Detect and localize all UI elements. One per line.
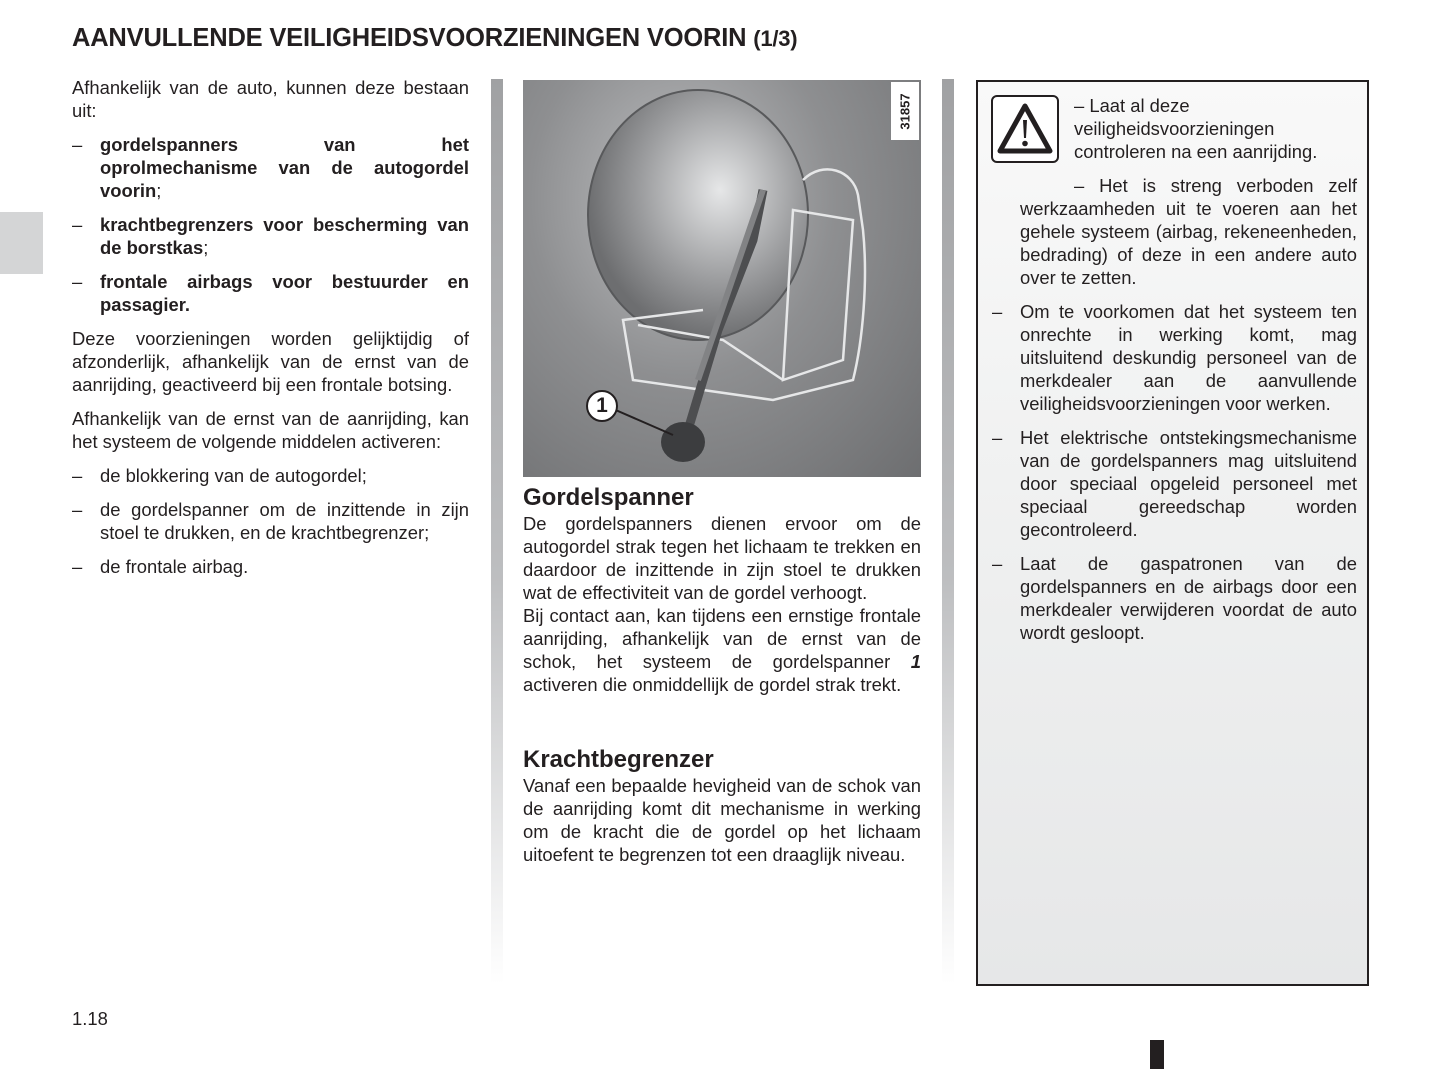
page-marker: [1150, 1040, 1164, 1069]
page-title-part-indicator: (1/3): [753, 26, 798, 51]
list-item: – de frontale airbag.: [72, 556, 249, 577]
pretensioner-shape: [661, 422, 705, 462]
warning-text: [992, 94, 1357, 655]
seat-airbag-drawing: [523, 80, 921, 477]
krachtbegrenzer-paragraph: Vanaf een bepaalde hevigheid van de schok van de aanrijding komt dit mechanisme in werking om de kracht die de gordel op het lichaam uitoefent te begrenzen tot een draaglijk niveau.: [523, 775, 921, 865]
middle-column: [523, 80, 921, 866]
list-item: – de gordelspanner om de inzittende in zijn stoel te drukken, en de krachtbegrenzer;: [72, 499, 469, 543]
list-item: – frontale airbags voor bestuurder en passagier.: [72, 271, 469, 315]
page-number: 1.18: [72, 1008, 108, 1029]
warning-item: – Het elektrische ontstekingsmechanisme van de gordelspanners mag uitsluitend door speciaal opgeleid personeel met speciaal gereedschap worden gecontroleerd.: [992, 427, 1357, 540]
warning-item: – Laat de gaspatronen van de gordelspanners en de airbags door een merkdealer verwijderen voordat de auto wordt gesloopt.: [992, 553, 1357, 643]
warning-box: [976, 80, 1369, 986]
warning-list: [992, 300, 1357, 644]
severity-paragraph: Afhankelijk van de ernst van de aanrijding, kan het systeem de volgende middelen activeren:: [72, 408, 469, 452]
equipment-list: [72, 133, 469, 316]
dash-bullet: –: [72, 214, 83, 235]
figure-reference-number: 31857: [891, 82, 919, 140]
dash-bullet: –: [72, 499, 83, 520]
airbag-shape: [588, 90, 808, 340]
column-separator: [942, 79, 954, 984]
warning-item: – Het is streng verboden zelf werkzaamheden uit te voeren aan het gehele systeem (airbag, rekeneenheden, bedrading) of deze in een andere auto over te zetten.: [1020, 175, 1357, 288]
callout-1: 1: [586, 390, 618, 422]
gordelspanner-paragraph-1: De gordelspanners dienen ervoor om de autogordel strak tegen het lichaam te trekken en daardoor de inzittende in zijn stoel te drukken wat de effectiviteit van de gordel verhoogt.: [523, 513, 921, 603]
dash-bullet: –: [72, 134, 83, 155]
list-item: – krachtbegrenzers voor bescherming van de borstkas;: [72, 214, 469, 258]
gordelspanner-paragraph-2: Bij contact aan, kan tijdens een ernstige frontale aanrijding, afhankelijk van de ernst van de schok, het systeem de gordelspanner 1 activeren die onmiddellijk de gordel strak trekt.: [523, 605, 921, 695]
list-item: – gordelspanners van het oprolmechanisme van de autogordel voorin;: [72, 134, 469, 201]
warning-item: – Om te voorkomen dat het systeem ten onrechte in werking komt, mag uitsluitend deskundig personeel van de merkdealer aan de aanvullende veiligheidsvoorzieningen voor werken.: [992, 301, 1357, 414]
chapter-tab: [0, 212, 43, 274]
dash-bullet: –: [992, 427, 1003, 448]
warning-item: – Laat al deze veiligheidsvoorzieningen controleren na een aanrijding.: [1074, 95, 1318, 162]
page-title-text: AANVULLENDE VEILIGHEIDSVOORZIENINGEN VOORIN: [72, 24, 747, 52]
list-item: – de blokkering van de autogordel;: [72, 465, 367, 486]
left-column: [72, 76, 469, 589]
dash-bullet: –: [992, 553, 1003, 574]
intro-paragraph: Afhankelijk van de auto, kunnen deze bestaan uit:: [72, 77, 469, 121]
column-separator: [491, 79, 503, 984]
activation-paragraph: Deze voorzieningen worden gelijktijdig of afzonderlijk, afhankelijk van de ernst van de aanrijding, geactiveerd bij een frontale botsing.: [72, 328, 469, 395]
section-heading-krachtbegrenzer: Krachtbegrenzer: [523, 746, 714, 773]
dash-bullet: –: [992, 301, 1003, 322]
dash-bullet: –: [72, 556, 83, 577]
seat-airbag-illustration: [523, 80, 921, 477]
dash-bullet: –: [72, 465, 83, 486]
section-heading-gordelspanner: Gordelspanner: [523, 484, 694, 511]
page-title: [72, 24, 797, 53]
activation-list: [72, 464, 469, 578]
callout-reference: 1: [910, 651, 921, 672]
dash-bullet: –: [72, 271, 83, 292]
